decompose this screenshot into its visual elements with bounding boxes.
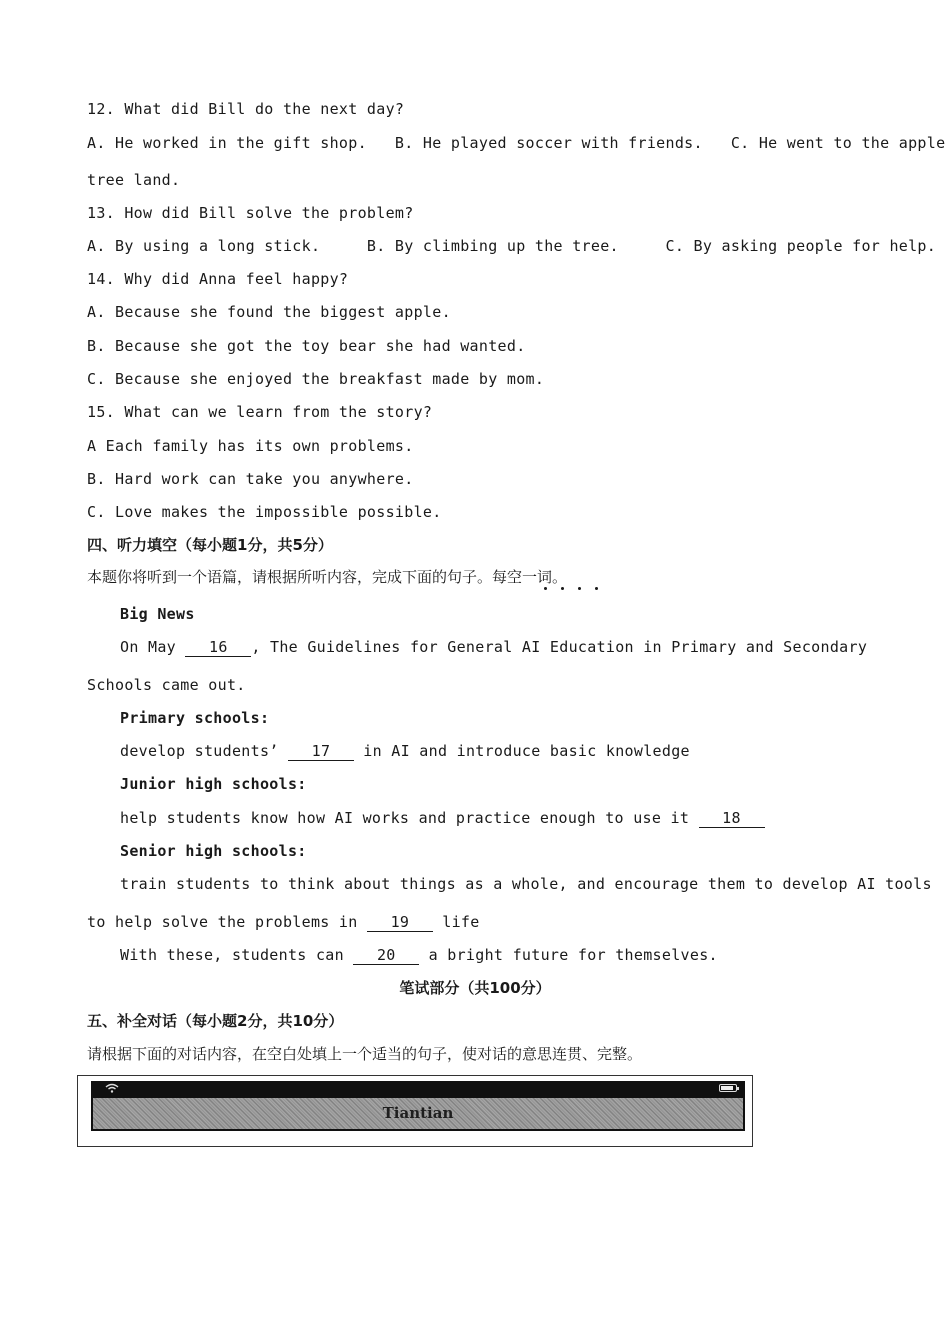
senior-schools-title: Senior high schools: [120, 842, 307, 860]
question-14-option-c: C. Because she enjoyed the breakfast made by mom. [87, 370, 545, 388]
blank-18[interactable]: 18 [699, 809, 765, 828]
status-bar [91, 1081, 745, 1096]
senior-schools-text: train students to think about things as a whole, and encourage them to develop AI tools [120, 875, 932, 893]
question-14-option-a: A. Because she found the biggest apple. [87, 303, 451, 321]
junior-schools-title: Junior high schools: [120, 775, 307, 793]
notice-intro: On May 16 , The Guidelines for General AI Education in Primary and Secondary [120, 638, 868, 656]
written-part-title: 笔试部分（共100分） [399, 979, 551, 997]
question-12-options: A. He worked in the gift shop. B. He played soccer with friends. C. He went to the apple [87, 134, 946, 152]
question-14-option-b: B. Because she got the toy bear she had wanted. [87, 337, 526, 355]
primary-schools-title: Primary schools: [120, 709, 270, 727]
chat-screenshot-frame [77, 1075, 753, 1147]
blank-17[interactable]: 17 [288, 742, 354, 761]
emphasis-dots [544, 587, 604, 593]
question-15-option-b: B. Hard work can take you anywhere. [87, 470, 414, 488]
section-4-instruction: 本题你将听到一个语篇，请根据所听内容，完成下面的句子。每空一词。 [87, 568, 568, 586]
senior-schools-text-continued: to help solve the problems in 19 life [87, 913, 480, 931]
chat-title-bar [93, 1098, 743, 1129]
wifi-icon [105, 1083, 119, 1093]
chat-contact-name: Tiantian [382, 1104, 454, 1122]
blank-20[interactable]: 20 [353, 946, 419, 965]
question-13-stem: 13. How did Bill solve the problem? [87, 204, 414, 222]
question-14-stem: 14. Why did Anna feel happy? [87, 270, 349, 288]
question-12-options-continued: tree land. [87, 171, 181, 189]
section-4-heading: 四、听力填空（每小题1分，共5分） [87, 536, 333, 554]
blank-19[interactable]: 19 [367, 913, 433, 932]
notice-intro-continued: Schools came out. [87, 676, 246, 694]
battery-icon [719, 1084, 737, 1092]
primary-schools-text: develop students’ 17 in AI and introduce basic knowledge [120, 742, 690, 760]
question-13-options: A. By using a long stick. B. By climbing up the tree. C. By asking people for help. [87, 237, 937, 255]
question-15-option-c: C. Love makes the impossible possible. [87, 503, 442, 521]
junior-schools-text: help students know how AI works and practice enough to use it 18 [120, 808, 765, 828]
question-12-stem: 12. What did Bill do the next day? [87, 100, 405, 118]
notice-title: Big News [120, 605, 195, 623]
question-15-option-a: A Each family has its own problems. [87, 437, 414, 455]
closing-sentence: With these, students can 20 a bright future for themselves. [120, 946, 718, 964]
phone-screen [91, 1081, 745, 1131]
question-15-stem: 15. What can we learn from the story? [87, 403, 433, 421]
section-5-instruction: 请根据下面的对话内容，在空白处填上一个适当的句子，使对话的意思连贯、完整。 [87, 1045, 643, 1063]
section-5-heading: 五、补全对话（每小题2分，共10分） [87, 1012, 344, 1030]
blank-16[interactable]: 16 [185, 638, 251, 657]
